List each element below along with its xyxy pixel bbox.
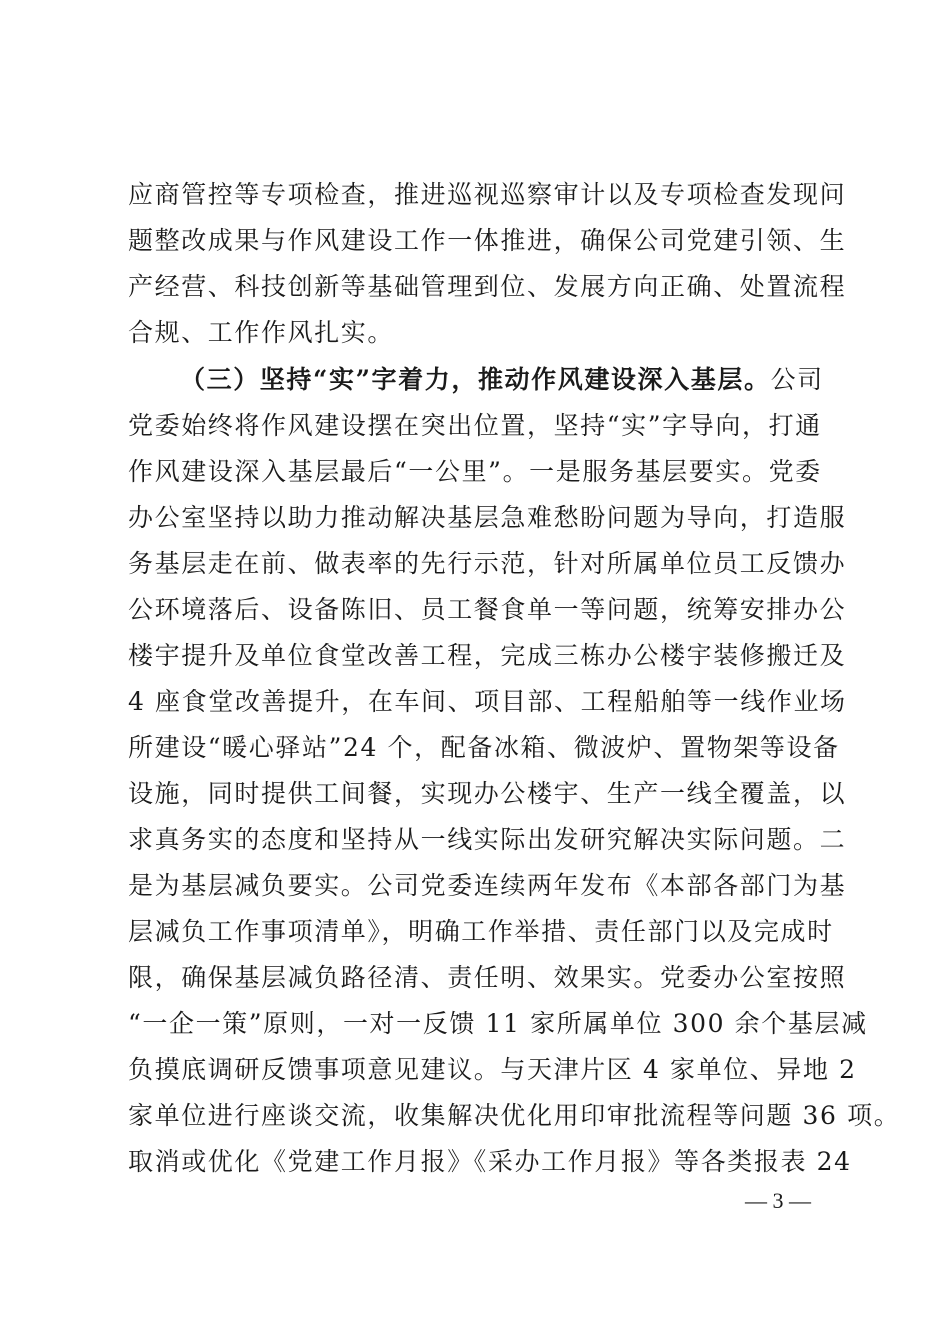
paragraph-line: 限，确保基层减负路径清、责任明、效果实。党委办公室按照 <box>128 963 847 992</box>
paragraph-line: 取消或优化《党建工作月报》《采办工作月报》等各类报表 24 <box>128 1147 852 1176</box>
paragraph-line: 所建设“暖心驿站”24 个，配备冰箱、微波炉、置物架等设备 <box>128 733 840 762</box>
page-number: — 3 — <box>745 1188 811 1213</box>
section-heading-line <box>180 357 880 403</box>
paragraph-line: 务基层走在前、做表率的先行示范，针对所属单位员工反馈办 <box>128 549 847 578</box>
paragraph-line: 4 座食堂改善提升，在车间、项目部、工程船舶等一线作业场 <box>128 687 847 716</box>
paragraph-line: 应商管控等专项检查，推进巡视巡察审计以及专项检查发现问 <box>128 180 847 209</box>
section-heading: （三）坚持“实”字着力，推动作风建设深入基层。 <box>180 365 771 394</box>
paragraph-line: 楼宇提升及单位食堂改善工程，完成三栋办公楼宇装修搬迁及 <box>128 641 847 670</box>
paragraph-line: 负摸底调研反馈事项意见建议。与天津片区 4 家单位、异地 2 <box>128 1055 857 1084</box>
paragraph-line: 是为基层减负要实。公司党委连续两年发布《本部各部门为基 <box>128 871 847 900</box>
paragraph-line: 设施，同时提供工间餐，实现办公楼宇、生产一线全覆盖，以 <box>128 779 847 808</box>
paragraph-line: 作风建设深入基层最后“一公里”。一是服务基层要实。党委 <box>128 457 822 486</box>
section-heading-rest: 公司 <box>770 365 824 394</box>
paragraph-line: 家单位进行座谈交流，收集解决优化用印审批流程等问题 36 项。 <box>128 1101 901 1130</box>
paragraph-line: 题整改成果与作风建设工作一体推进，确保公司党建引领、生 <box>128 226 847 255</box>
paragraph-line: 公环境落后、设备陈旧、员工餐食单一等问题，统筹安排办公 <box>128 595 847 624</box>
paragraph-line: 办公室坚持以助力推动解决基层急难愁盼问题为导向，打造服 <box>128 503 847 532</box>
paragraph-line: 合规、工作作风扎实。 <box>128 318 395 347</box>
paragraph-line: “一企一策”原则，一对一反馈 11 家所属单位 300 余个基层减 <box>128 1009 868 1038</box>
paragraph-line: 产经营、科技创新等基础管理到位、发展方向正确、处置流程 <box>128 272 847 301</box>
paragraph-line: 求真务实的态度和坚持从一线实际出发研究解决实际问题。二 <box>128 825 847 854</box>
paragraph-line: 党委始终将作风建设摆在突出位置，坚持“实”字导向，打通 <box>128 411 822 440</box>
paragraph-line: 层减负工作事项清单》，明确工作举措、责任部门以及完成时 <box>128 917 834 946</box>
